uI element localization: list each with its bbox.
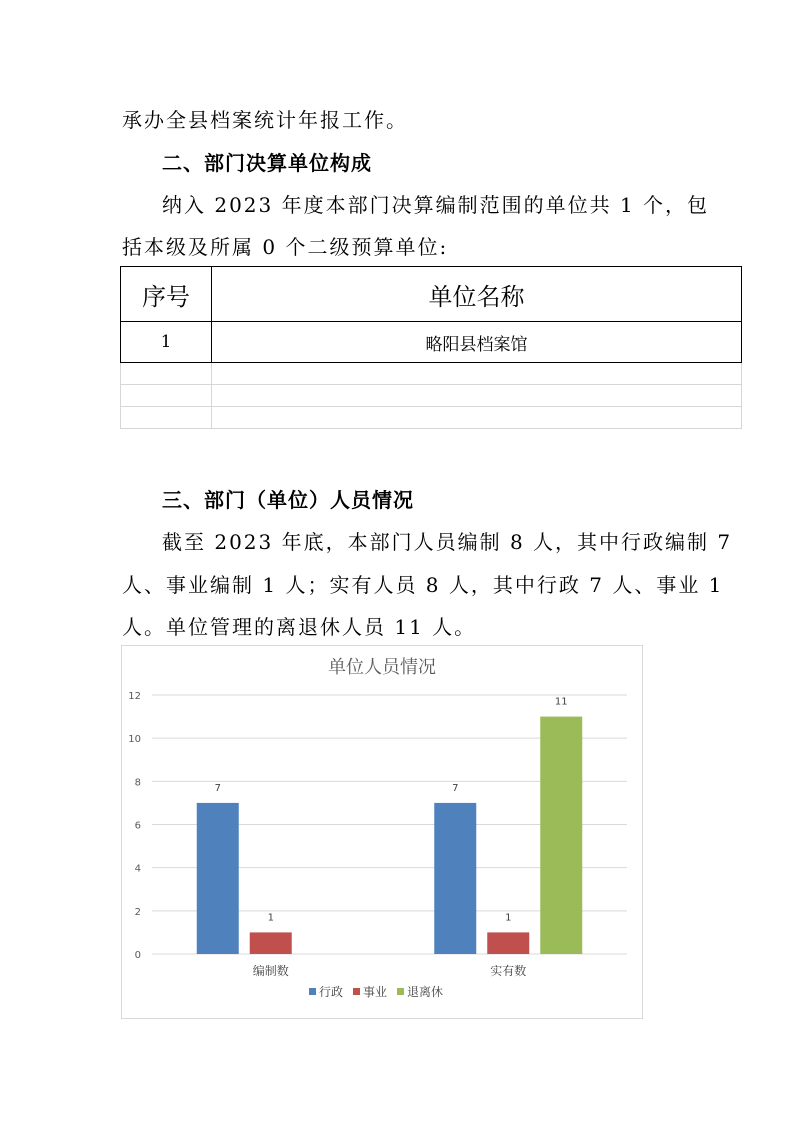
staff-chart: [121, 645, 643, 1019]
legend-label: 退离休: [407, 985, 444, 999]
data-label: 7: [214, 782, 221, 794]
data-label: 1: [267, 912, 274, 924]
section-heading-staff: 三、部门（单位）人员情况: [162, 488, 414, 512]
legend-label: 行政: [319, 985, 344, 999]
x-category-label: 实有数: [490, 964, 527, 978]
y-tick-label: 12: [128, 691, 141, 702]
chart-svg: [122, 646, 642, 1018]
chart-title: 单位人员情况: [328, 657, 436, 678]
bar-行政: [197, 803, 239, 954]
unit-table: [120, 266, 742, 429]
data-label: 11: [554, 696, 568, 708]
legend-swatch: [309, 988, 316, 995]
table-row: [121, 322, 742, 363]
bar-退离休: [540, 717, 582, 954]
empty-row: [121, 385, 742, 407]
x-category-label: 编制数: [252, 964, 289, 978]
paragraph-staff-line3: 人。单位管理的离退休人员 11 人。: [122, 615, 477, 639]
y-tick-label: 6: [134, 820, 141, 832]
paragraph-units-line2: 括本级及所属 0 个二级预算单位:: [122, 235, 449, 259]
paragraph-units-line1: 纳入 2023 年度本部门决算编制范围的单位共 1 个，包: [162, 193, 710, 217]
empty-row: [121, 363, 742, 385]
bar-事业: [487, 932, 529, 954]
data-label: 7: [452, 782, 459, 794]
legend-swatch: [397, 988, 404, 995]
paragraph-staff-line1: 截至 2023 年底，本部门人员编制 8 人，其中行政编制 7: [162, 530, 733, 554]
y-tick-label: 10: [128, 734, 141, 746]
bar-事业: [250, 932, 292, 954]
header-index: 序号: [121, 267, 212, 322]
paragraph-staff-line2: 人、事业编制 1 人；实有人员 8 人，其中行政 7 人、事业 1: [122, 573, 724, 597]
section-heading-units: 二、部门决算单位构成: [162, 151, 372, 175]
legend-swatch: [353, 988, 360, 995]
paragraph-duties-end: 承办全县档案统计年报工作。: [122, 108, 408, 132]
data-label: 1: [505, 912, 512, 924]
empty-row: [121, 407, 742, 429]
bar-行政: [434, 803, 476, 954]
cell-index: 1: [121, 322, 212, 363]
y-tick-label: 4: [134, 863, 141, 875]
cell-unit-name: 略阳县档案馆: [212, 322, 742, 363]
header-unit-name: 单位名称: [212, 267, 742, 322]
y-tick-label: 2: [134, 906, 141, 918]
table-header-row: [121, 267, 742, 322]
y-tick-label: 0: [134, 950, 141, 961]
y-tick-label: 8: [134, 777, 141, 789]
legend-label: 事业: [363, 985, 388, 999]
